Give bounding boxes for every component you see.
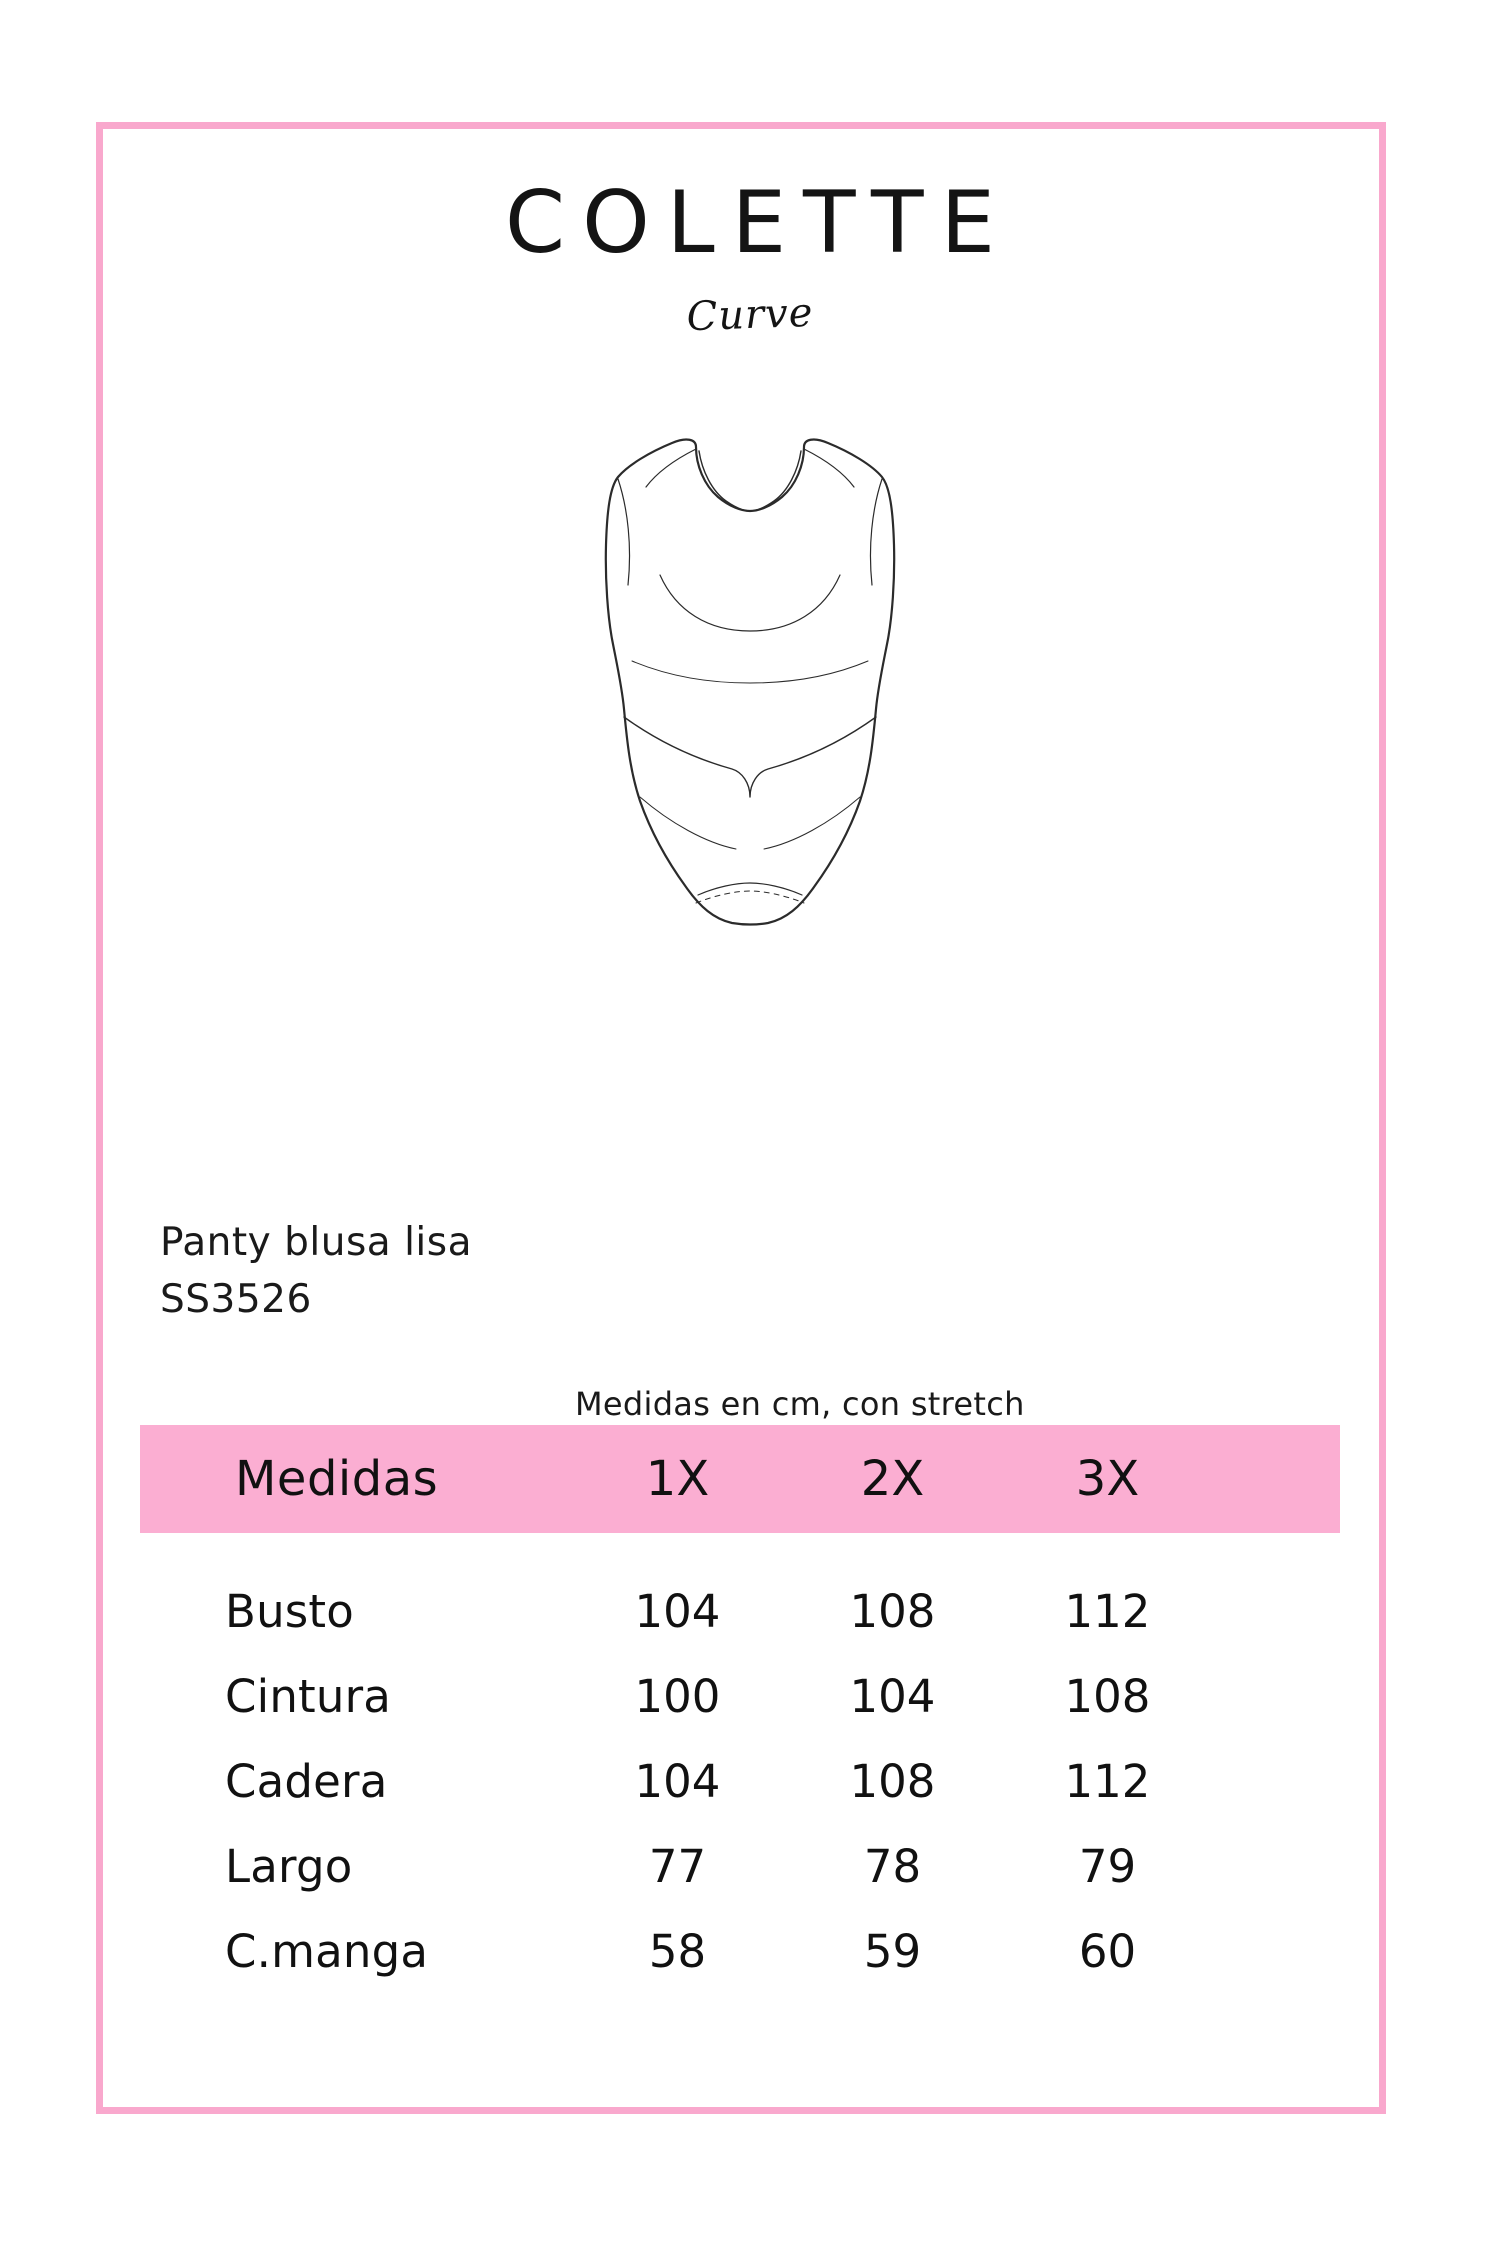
cadera-3x: 112 xyxy=(1064,1755,1151,1808)
largo-2x: 78 xyxy=(863,1840,922,1893)
cintura-3x: 108 xyxy=(1064,1670,1151,1723)
cadera-1x: 104 xyxy=(634,1755,721,1808)
table-row xyxy=(140,1755,1340,1840)
row-label-cadera: Cadera xyxy=(225,1755,388,1808)
brand-name: COLETTE xyxy=(505,173,1012,273)
product-code: SS3526 xyxy=(160,1276,312,1322)
busto-1x: 104 xyxy=(634,1585,721,1638)
table-header-measures: Medidas xyxy=(235,1451,439,1507)
brand-header xyxy=(0,173,1500,341)
cintura-2x: 104 xyxy=(849,1670,936,1723)
table-row xyxy=(140,1585,1340,1670)
table-header-size-3x: 3X xyxy=(1075,1451,1140,1507)
table-header-size-2x: 2X xyxy=(860,1451,925,1507)
largo-3x: 79 xyxy=(1078,1840,1137,1893)
bodysuit-illustration xyxy=(500,425,1000,955)
product-name: Panty blusa lisa xyxy=(160,1220,472,1265)
cadera-2x: 108 xyxy=(849,1755,936,1808)
bodysuit-icon xyxy=(500,425,1000,955)
busto-3x: 112 xyxy=(1064,1585,1151,1638)
cintura-1x: 100 xyxy=(634,1670,721,1723)
cmanga-2x: 59 xyxy=(863,1925,922,1978)
cmanga-1x: 58 xyxy=(648,1925,707,1978)
largo-1x: 77 xyxy=(648,1840,707,1893)
brand-subtitle: Curve xyxy=(685,289,815,341)
table-row xyxy=(140,1670,1340,1755)
table-row xyxy=(140,1840,1340,1925)
table-row xyxy=(140,1925,1340,2010)
size-table xyxy=(140,1425,1340,2010)
measurement-units-note: Medidas en cm, con stretch xyxy=(575,1385,1025,1423)
row-label-cmanga: C.manga xyxy=(225,1925,429,1978)
table-body xyxy=(140,1533,1340,2010)
product-info xyxy=(160,1215,960,1328)
busto-2x: 108 xyxy=(849,1585,936,1638)
table-header-row xyxy=(140,1425,1340,1533)
table-header-size-1x: 1X xyxy=(645,1451,710,1507)
row-label-cintura: Cintura xyxy=(225,1670,392,1723)
row-label-busto: Busto xyxy=(225,1585,355,1638)
row-label-largo: Largo xyxy=(225,1840,353,1893)
cmanga-3x: 60 xyxy=(1078,1925,1137,1978)
